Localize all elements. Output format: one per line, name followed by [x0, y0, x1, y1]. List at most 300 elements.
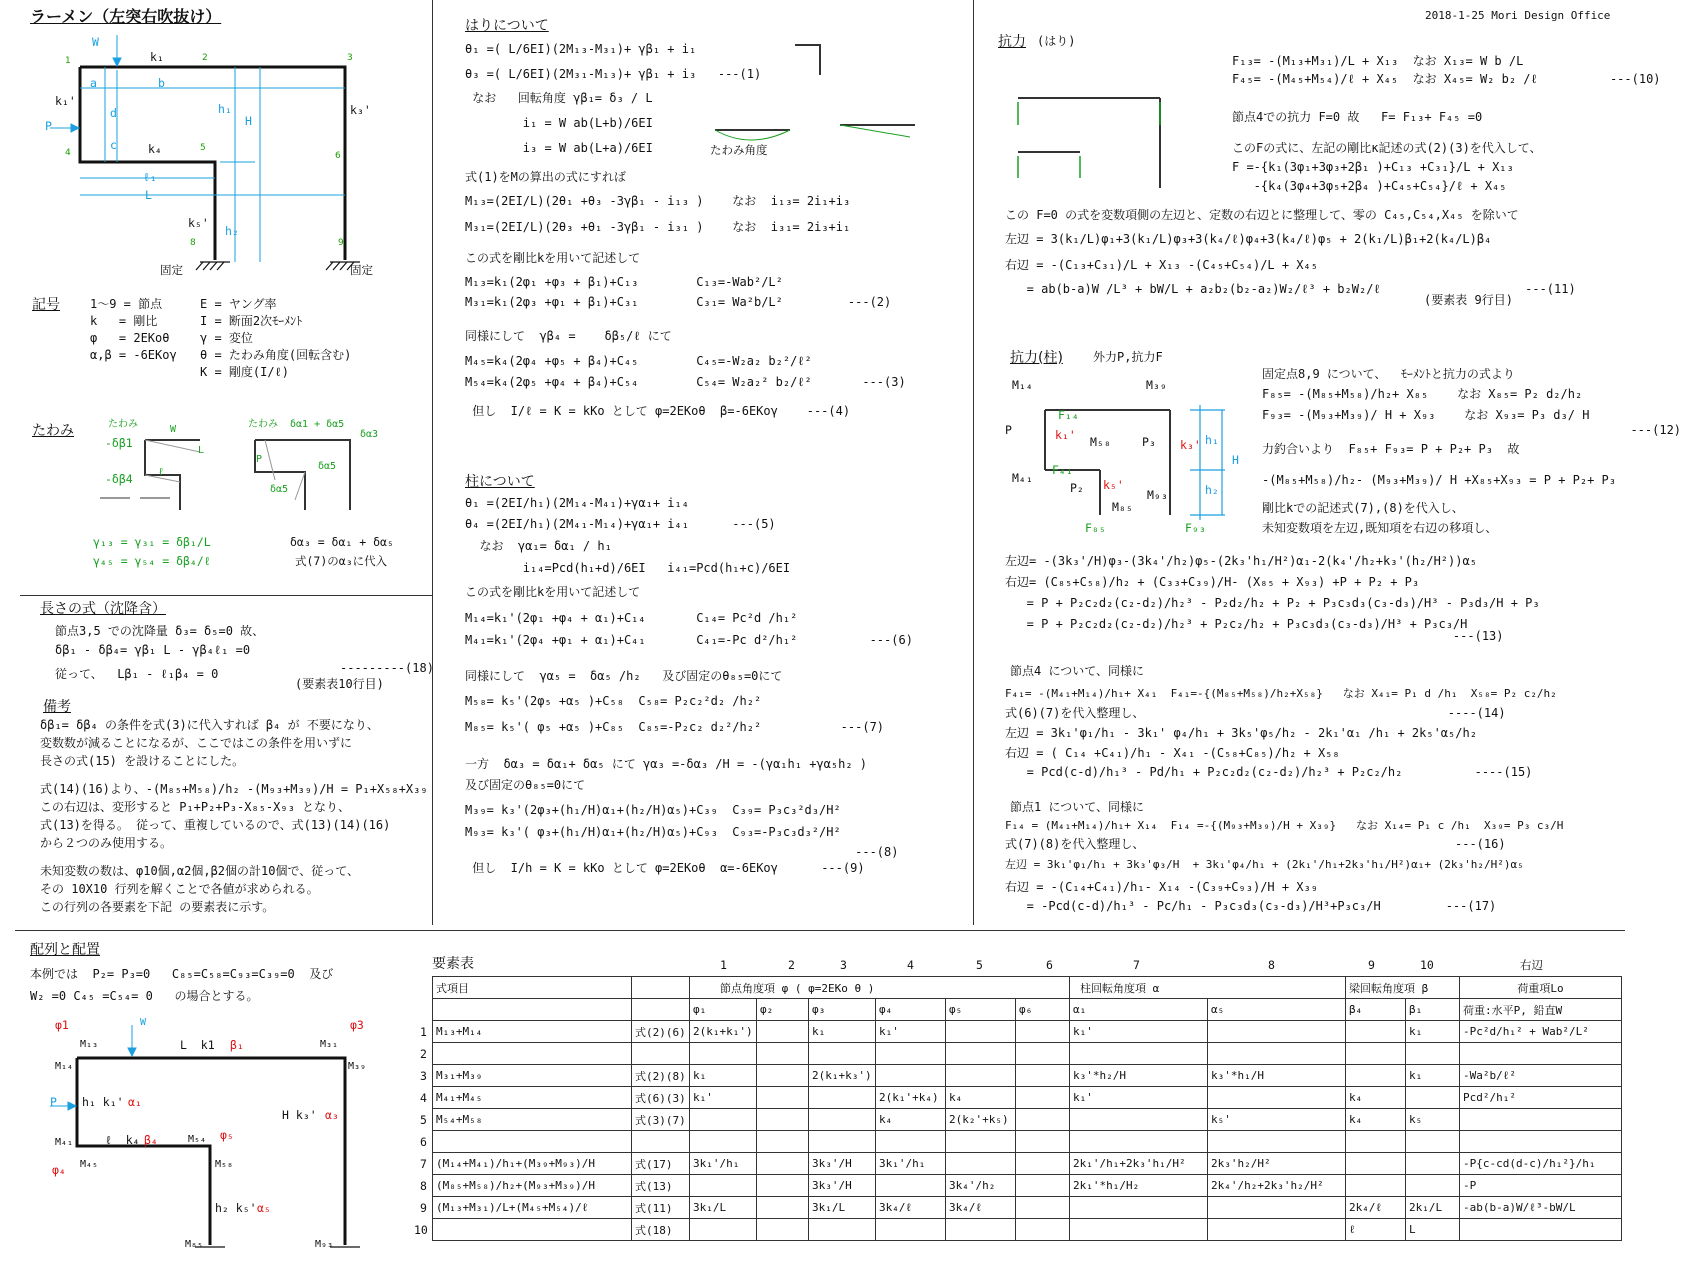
column-line: この式を剛比kを用いて記述して: [465, 585, 641, 599]
table-cell: [1016, 1065, 1070, 1087]
column-line: なお γα₁= δα₁ / h₁: [465, 539, 612, 553]
table-cell: 2(k₁+k₁'): [690, 1021, 757, 1043]
notes-line: から２つのみ使用する。: [40, 836, 173, 850]
frame-label-k4: k₄: [148, 142, 162, 156]
row-ref: [632, 1131, 690, 1153]
resist-col-line2: 右辺 = -(C₁₄+C₄₁)/h₁- X₁₄ -(C₃₉+C₉₃)/H + X₃₉: [1005, 880, 1318, 894]
table-cell: [757, 1175, 809, 1197]
deflection-eq2: γ₄₅ = γ₅₄ = δβ₄/ℓ: [93, 554, 211, 568]
table-cell: [1460, 1109, 1622, 1131]
table-cell: 3k₄/ℓ: [876, 1197, 946, 1219]
frame-node-label: 5: [200, 143, 206, 153]
col-number: 6: [1046, 958, 1053, 972]
frame-diagram: [20, 30, 440, 320]
legend-row: k = 剛比: [90, 314, 158, 328]
frame-lines-left: [80, 67, 215, 260]
beam-line: 但し I/ℓ = K = kKo として φ=2EKoθ β=-6EKoγ ---(4): [465, 404, 851, 418]
header-beta: 梁回転角度項 β: [1346, 977, 1460, 999]
defl-label: たわみ: [108, 419, 138, 430]
arr-a3: α₃: [325, 1108, 339, 1122]
arr-phi1: φ1: [55, 1018, 69, 1032]
resist-col-line: F₈₅= -(M₈₅+M₅₈)/h₂+ X₈₅ なお X₈₅= P₂ d₂/h₂: [1262, 387, 1583, 401]
row-item: M₁₃+M₁₄: [433, 1021, 632, 1043]
arr-M85: M₈₅: [185, 1239, 204, 1250]
table-cell: [1070, 1109, 1208, 1131]
resist-beam-line: -{k₄(3φ₄+3φ₅+2β₄ )+C₄₅+C₅₄}/ℓ + X₄₅: [1232, 179, 1507, 193]
length-line: ---------(18): [340, 661, 434, 675]
table-cell: k₁: [1406, 1065, 1460, 1087]
defl-label: P: [256, 454, 263, 465]
table-cell: -P: [1460, 1175, 1622, 1197]
column-line: i₁₄=Pcd(h₁+d)/6EI i₄₁=Pcd(h₁+c)/6EI: [465, 561, 791, 575]
defl-label: δα5: [318, 461, 337, 472]
beam-line: θ₃ =( L/6EI)(2M₃₁-M₁₃)+ γβ₁ + i₃ ---(1): [465, 67, 762, 81]
frame-title: ラーメン（左突右吹抜け）: [30, 7, 222, 26]
beam-diagram: [720, 25, 960, 145]
resist-col-line: 固定点8,9 について、 ﾓｰﾒﾝﾄと抗力の式より: [1262, 367, 1515, 381]
header-rhs: 荷重項Lo: [1460, 977, 1622, 999]
column-line: M₄₁=k₁'(2φ₄ +φ₁ + α₁)+C₄₁ C₄₁=-Pc d²/h₁² ---(6): [465, 633, 913, 647]
rc-M58: M₅₈: [1090, 435, 1111, 449]
legend-row: I = 断面2次ﾓｰﾒﾝﾄ: [200, 314, 303, 328]
table-cell: k₄: [876, 1109, 946, 1131]
table-cell: 3k₁/L: [809, 1197, 876, 1219]
frame-label-k1p: k₁': [55, 94, 76, 108]
notes-line: この右辺は、変形すると P₁+P₂+P₃-X₈₅-X₉₃ となり、: [40, 800, 351, 814]
resist-col-line2: = P + P₂c₂d₂(c₂-d₂)/h₂³ - P₂d₂/h₂ + P₂ + P₃c₃d₃(c₃-d₃)/H³ - P₃d₃/H + P₃: [1005, 596, 1540, 610]
table-cell: [1016, 1197, 1070, 1219]
resist-beam-line2: = ab(b-a)W /L³ + bW/L + a₂b₂(b₂-a₂)W₂/ℓ³ + b₂W₂/ℓ ---(11): [1005, 282, 1576, 296]
col-number: 10: [1420, 958, 1434, 972]
table-cell: L: [1406, 1219, 1460, 1241]
row-item: M₄₁+M₄₅: [433, 1087, 632, 1109]
beam-line: M₁₃=k₁(2φ₁ +φ₃ + β₁)+C₁₃ C₁₃=-Wab²/L²: [465, 275, 783, 289]
column-line: ---(8): [465, 845, 899, 859]
row-item: (M₁₃+M₃₁)/L+(M₄₅+M₅₄)/ℓ: [433, 1197, 632, 1219]
frame-node-label: 2: [202, 53, 208, 63]
col-number: 9: [1368, 958, 1375, 972]
resist-col-line2: 式(6)(7)を代入整理し、 ----(14): [1005, 706, 1506, 720]
row-number: 6: [420, 1135, 427, 1149]
notes-line: 未知変数の数は、φ10個,α2個,β2個の計10個で、従って、: [40, 864, 359, 878]
table-cell: [1406, 1175, 1460, 1197]
resist-col-line2: ---(13): [1005, 629, 1504, 643]
resist-col-line2: F₄₁= -(M₄₁+M₁₄)/h₁+ X₄₁ F₄₁=-{(M₈₅+M₅₈)/h₂+X₅₈} なお X₄₁= P₁ d /h₁ X₅₈= P₂ c₂/h₂: [1005, 687, 1557, 700]
table-cell: [1016, 1087, 1070, 1109]
table-cell: 2(k₂'+k₅): [946, 1109, 1016, 1131]
table-row: [433, 1131, 1622, 1153]
table-cell: [1346, 1153, 1406, 1175]
resist-col-line: 剛比kでの記述式(7),(8)を代入し、: [1262, 501, 1464, 515]
subheader: φ₆: [1016, 999, 1070, 1021]
resist-col-line2: = -Pcd(c-d)/h₁³ - Pc/h₁ - P₃c₃d₃(c₃-d₃)/H³+P₃c₃/H ---(17): [1005, 899, 1497, 913]
resist-beam-subtitle: (はり): [1037, 34, 1076, 48]
table-cell: [1016, 1153, 1070, 1175]
table-title: 要素表: [432, 956, 474, 972]
frame-label-h2: h₂: [225, 224, 239, 238]
table-cell: [1346, 1021, 1406, 1043]
frame-node-label: 1: [65, 56, 71, 66]
defl-label: ℓ: [158, 467, 165, 478]
arr-b1: β₁: [230, 1038, 244, 1052]
table-header-row: [433, 977, 1622, 999]
subheader: 荷重:水平P, 鉛直W: [1460, 999, 1622, 1021]
defl-label: -δβ1: [105, 436, 133, 450]
beam-line: M₃₁=k₁(2φ₃ +φ₁ + β₁)+C₃₁ C₃₁= Wa²b/L² ---(2): [465, 295, 892, 309]
table-cell: 2(k₁'+k₄): [876, 1087, 946, 1109]
notes-line: 変数数が減ることになるが、ここではこの条件を用いずに: [40, 736, 353, 750]
arr-phi5: φ₅: [220, 1128, 234, 1142]
arr-W: W: [140, 1017, 147, 1028]
divider-h2: [15, 930, 1625, 931]
arr-M14: M₁₄: [55, 1061, 74, 1072]
row-number: 7: [420, 1157, 427, 1171]
table-cell: [757, 1109, 809, 1131]
rc-M85: M₈₅: [1112, 500, 1133, 514]
frame-label-W: W: [92, 35, 99, 49]
element-table: [432, 976, 1622, 1241]
column-line: M₁₄=k₁'(2φ₁ +φ₄ + α₁)+C₁₄ C₁₄= Pc²d /h₁²: [465, 611, 798, 625]
column-line: θ₁ =(2EI/h₁)(2M₁₄-M₄₁)+γα₁+ i₁₄: [465, 496, 689, 510]
resist-beam-line: F =-{k₁(3φ₁+3φ₃+2β₁ )+C₁₃ +C₃₁}/L + X₁₃: [1232, 160, 1514, 174]
table-cell: k₅: [1406, 1109, 1460, 1131]
table-cell: [876, 1175, 946, 1197]
frame-label-l1: ℓ₁: [143, 170, 157, 184]
defl-label: W: [170, 424, 177, 435]
header-alpha: 柱回転角度項 α: [1070, 977, 1346, 999]
column-line: 同様にして γα₅ = δα₅ /h₂ 及び固定のθ₈₅=0にて: [465, 669, 783, 683]
length-line: (要素表10行目): [295, 677, 384, 691]
row-number: 2: [420, 1047, 427, 1061]
table-cell: 3k₁'/h₁: [690, 1153, 757, 1175]
beam-line: i₁ = W ab(L+b)/6EI: [465, 116, 653, 130]
table-cell: 2k₃'h₂/H²: [1208, 1153, 1346, 1175]
frame-label-k1: k₁: [150, 50, 164, 64]
table-cell: 2k₁'*h₁/H₂: [1070, 1175, 1208, 1197]
row-item: [433, 1131, 632, 1153]
deflection-eq4: 式(7)のα₃に代入: [295, 554, 388, 568]
resist-beam-title: 抗力: [998, 34, 1026, 50]
notes-line: δβ₁= δβ₄ の条件を式(3)に代入すれば β₄ が 不要になり、: [40, 718, 379, 732]
header-date: 2018-1-25 Mori Design Office: [1425, 9, 1611, 22]
resist-col-line2: = Pcd(c-d)/h₁³ - Pd/h₁ + P₂c₂d₂(c₂-d₂)/h₂³ + P₂c₂/h₂ ----(15): [1005, 765, 1533, 779]
row-number: 3: [420, 1069, 427, 1083]
table-cell: -P{c-cd(d-c)/h₁²}/h₁: [1460, 1153, 1622, 1175]
col-number: 7: [1133, 958, 1140, 972]
resist-beam-line2: (要素表 9行目): [1005, 293, 1513, 307]
row-ref: 式(6)(3): [632, 1087, 690, 1109]
rc-P3: P₃: [1142, 435, 1156, 449]
col-number: 5: [976, 958, 983, 972]
table-cell: [690, 1109, 757, 1131]
table-cell: [757, 1153, 809, 1175]
frame-node-label: 3: [347, 53, 353, 63]
table-subheader-row: [433, 999, 1622, 1021]
resist-col-line: 未知変数項を左辺,既知項を右辺の移項し、: [1262, 521, 1498, 535]
beam-line: 式(1)をMの算出の式にすれば: [465, 170, 626, 184]
frame-label-fixed-right: 固定: [350, 263, 373, 277]
notes-line: この行列の各要素を下記 の要素表に示す。: [40, 900, 275, 914]
row-number: 9: [420, 1201, 427, 1215]
column-line: 但し I/h = K = kKo として φ=2EKoθ α=-6EKoγ ---(9): [465, 861, 865, 875]
resist-beam-line: F₁₃= -(M₁₃+M₃₁)/L + X₁₃ なお X₁₃= W b /L: [1232, 54, 1524, 68]
resist-col-title: 抗力(柱): [1010, 350, 1063, 366]
legend-row: φ = 2EKoθ: [90, 331, 170, 345]
rc-h2: h₂: [1205, 483, 1219, 497]
table-cell: 3k₄'/h₂: [946, 1175, 1016, 1197]
row-item: (M₁₄+M₄₁)/h₁+(M₃₉+M₉₃)/H: [433, 1153, 632, 1175]
table-row: [433, 1065, 1622, 1087]
legend-row: E = ヤング率: [200, 297, 277, 311]
resist-beam-line2: 左辺 = 3(k₁/L)φ₁+3(k₁/L)φ₃+3(k₄/ℓ)φ₄+3(k₄/ℓ)φ₅ + 2(k₁/L)β₁+2(k₄/L)β₄: [1005, 232, 1492, 246]
arr-M41: M₄₁: [55, 1137, 74, 1148]
arr-M13: M₁₃: [80, 1039, 99, 1050]
row-ref: 式(13): [632, 1175, 690, 1197]
frame-label-a: a: [90, 76, 97, 90]
table-cell: k₁': [1070, 1087, 1208, 1109]
rc-M39: M₃₉: [1146, 378, 1167, 392]
table-cell: [946, 1021, 1016, 1043]
arr-M45: M₄₅: [80, 1159, 99, 1170]
arr-a1: α₁: [128, 1095, 142, 1109]
rc-k1: k₁': [1055, 428, 1076, 442]
table-row: [433, 1219, 1622, 1241]
frame-label-P: P: [45, 119, 52, 133]
frame-label-k3p: k₃': [350, 103, 371, 117]
table-cell: [1346, 1175, 1406, 1197]
resist-col-line2: 式(7)(8)を代入整理し、 ---(16): [1005, 837, 1506, 851]
frame-node-label: 4: [65, 148, 71, 158]
table-cell: [1346, 1065, 1406, 1087]
table-cell: -ab(b-a)W/ℓ³-bW/L: [1460, 1197, 1622, 1219]
table-cell: 2k₄'/h₂+2k₃'h₂/H²: [1208, 1175, 1346, 1197]
table-cell: k₁: [809, 1021, 876, 1043]
frame-label-k5p: k₅': [188, 216, 209, 230]
rc-h1: h₁: [1205, 433, 1219, 447]
notes-line: その 10X10 行列を解くことで各値が求められる。: [40, 882, 319, 896]
table-cell: 2(k₁+k₃'): [809, 1065, 876, 1087]
rc-F85: F₈₅: [1085, 521, 1106, 535]
row-item: M₃₁+M₃₉: [433, 1065, 632, 1087]
table-cell: [946, 1153, 1016, 1175]
subheader: φ₅: [946, 999, 1016, 1021]
arr-h2: h₂ k₅': [215, 1201, 257, 1215]
arr-M39: M₃₉: [348, 1061, 367, 1072]
resist-col-line: 力釣合いより F₈₅+ F₉₃= P + P₂+ P₃ 故: [1262, 442, 1520, 456]
subheader: α₁: [1070, 999, 1208, 1021]
divider-right: [973, 0, 974, 925]
deflection-eq1: γ₁₃ = γ₃₁ = δβ₁/L: [93, 535, 211, 549]
table-cell: 3k₁'/h₁: [876, 1153, 946, 1175]
table-row: [433, 1109, 1622, 1131]
length-line: 従って、 Lβ₁ - ℓ₁β₄ = 0: [55, 667, 219, 681]
table-cell: k₄: [946, 1087, 1016, 1109]
notes-line: 式(14)(16)より、-(M₈₅+M₅₈)/h₂ -(M₉₃+M₃₉)/H = P₁+X₅₈+X₃₉: [40, 782, 428, 796]
table-cell: k₁': [690, 1087, 757, 1109]
deflection-title: たわみ: [32, 423, 74, 439]
row-number: 5: [420, 1113, 427, 1127]
resist-col-line2: 節点4 について、同様に: [1010, 664, 1144, 678]
legend-row: γ = 変位: [200, 331, 253, 345]
col-number: 2: [788, 958, 795, 972]
table-cell: 3k₃'/H: [809, 1153, 876, 1175]
table-cell: [1208, 1197, 1346, 1219]
table-cell: [1016, 1021, 1070, 1043]
table-cell: 2k₁'/h₁+2k₃'h₁/H²: [1070, 1153, 1208, 1175]
column-line: 一方 δα₃ = δα₁+ δα₅ にて γα₃ =-δα₃ /H = -(γα₁h₁ +γα₅h₂ ): [465, 757, 868, 771]
table-cell: 2k₄/ℓ: [1346, 1197, 1406, 1219]
table-cell: ℓ: [1346, 1219, 1406, 1241]
resist-col-line2: 節点1 について、同様に: [1010, 800, 1144, 814]
notes-title: 備考: [43, 699, 71, 715]
table-cell: k₁': [876, 1021, 946, 1043]
resist-beam-line: 節点4での抗力 F=0 故 F= F₁₃+ F₄₅ =0: [1232, 110, 1483, 124]
frame-label-h1: h₁: [218, 102, 232, 116]
frame-label-H: H: [245, 114, 252, 128]
beam-line: 同様にして γβ₄ = δβ₅/ℓ にて: [465, 329, 672, 343]
rc-F14: F₁₄: [1058, 408, 1079, 422]
table-cell: [1208, 1021, 1346, 1043]
resist-beam-diagram: [990, 60, 1210, 190]
column-title: 柱について: [465, 474, 535, 490]
row-number: 10: [414, 1223, 428, 1237]
table-cell: [1406, 1087, 1460, 1109]
subheader: φ₃: [809, 999, 876, 1021]
legend-row: 1～9 = 節点: [90, 297, 163, 311]
rc-k3: k₃': [1180, 438, 1201, 452]
arr-M31: M₃₁: [320, 1039, 339, 1050]
resist-col-line: F₉₃= -(M₉₃+M₃₉)/ H + X₉₃ なお X₉₃= P₃ d₃/ H: [1262, 408, 1590, 422]
arr-phi3: φ3: [350, 1018, 364, 1032]
row-ref: [632, 1043, 690, 1065]
row-ref: 式(18): [632, 1219, 690, 1241]
subheader: β₄: [1346, 999, 1406, 1021]
row-ref: 式(3)(7): [632, 1109, 690, 1131]
arr-L: L k1: [180, 1038, 215, 1052]
arr-M93: M₉₃: [315, 1239, 334, 1250]
column-line: M₈₅= k₅'( φ₅ +α₅ )+C₈₅ C₈₅=-P₂c₂ d₂²/h₂² ---(7): [465, 720, 885, 734]
frame-label-d: d: [110, 106, 117, 120]
table-cell: k₃'*h₁/H: [1208, 1065, 1346, 1087]
defl-label: -δβ4: [105, 472, 133, 486]
frame-label-c: c: [110, 138, 117, 152]
column-line: M₉₃= k₃'( φ₃+(h₁/H)α₁+(h₂/H)α₅)+C₉₃ C₉₃=-P₃c₃d₃²/H²: [465, 825, 841, 839]
row-number: 4: [420, 1091, 427, 1105]
table-cell: 2k₁/L: [1406, 1197, 1460, 1219]
divider-h1: [20, 595, 432, 596]
arr-lk4: ℓ k₄: [105, 1133, 140, 1147]
frame-label-b: b: [158, 76, 165, 90]
deflection-eq3: δα₃ = δα₁ + δα₅: [290, 535, 394, 549]
table-row: [433, 1175, 1622, 1197]
defl-label: δα1 + δα5: [290, 419, 345, 430]
beam-line: M₁₃=(2EI/L)(2θ₁ +θ₃ -3γβ₁ - i₁₃ ) なお i₁₃= 2i₁+i₃: [465, 194, 851, 208]
resist-col-subtitle: 外力P,抗力F: [1093, 350, 1163, 364]
resist-beam-line: F₄₅= -(M₄₅+M₅₄)/ℓ + X₄₅ なお X₄₅= W₂ b₂ /ℓ ---(10): [1232, 72, 1661, 86]
legend-row: α,β = -6EKoγ: [90, 348, 177, 362]
beam-line: M₄₅=k₄(2φ₄ +φ₅ + β₄)+C₄₅ C₄₅=-W₂a₂ b₂²/ℓ²: [465, 354, 812, 368]
resist-col-line2: F₁₄ = (M₄₁+M₁₄)/h₁+ X₁₄ F₁₄ =-{(M₉₃+M₃₉)/H + X₃₉} なお X₁₄= P₁ c /h₁ X₃₉= P₃ c₃/H: [1005, 819, 1564, 832]
rc-F41: F₄₁: [1052, 463, 1073, 477]
defl-label: δα3: [360, 429, 379, 440]
row-number: 1: [420, 1025, 427, 1039]
frame-node-label: 8: [190, 238, 196, 248]
table-cell: 3k₁/L: [690, 1197, 757, 1219]
arr-b4: β₄: [144, 1133, 158, 1147]
col-number: 8: [1268, 958, 1275, 972]
rc-P2: P₂: [1070, 481, 1084, 495]
table-cell: [1406, 1153, 1460, 1175]
beam-line: なお 回転角度 γβ₁= δ₃ / L: [465, 91, 653, 105]
resist-col-line2: = P + P₂c₂d₂(c₂-d₂)/h₂³ + P₂c₂/h₂ + P₃c₃d₃(c₃-d₃)/H³ + P₃c₃/H: [1005, 617, 1468, 631]
defl-label: たわみ: [248, 419, 278, 430]
rc-H: H: [1232, 453, 1239, 467]
rc-F93: F₉₃: [1185, 521, 1206, 535]
resist-col-line: -(M₈₅+M₅₈)/h₂- (M₉₃+M₃₉)/ H +X₈₅+X₉₃ = P + P₂+ P₃: [1262, 473, 1617, 487]
beam-line: θ₁ =( L/6EI)(2M₁₃-M₃₁)+ γβ₁ + i₁: [465, 42, 697, 56]
col-number: 3: [840, 958, 847, 972]
arr-Hk3: H k₃': [282, 1108, 317, 1122]
arr-a5: α₅: [257, 1201, 271, 1215]
arr-P: P: [50, 1095, 57, 1109]
table-cell: [690, 1175, 757, 1197]
table-cell: k₄: [1346, 1109, 1406, 1131]
table-cell: [809, 1087, 876, 1109]
notes-line: 式(13)を得る。 従って、重複しているので、式(13)(14)(16): [40, 818, 391, 832]
table-cell: 3k₃'/H: [809, 1175, 876, 1197]
rc-M93: M₉₃: [1147, 488, 1168, 502]
col-number: 4: [907, 958, 914, 972]
arrangement-line: 本例では P₂= P₃=0 C₈₅=C₅₈=C₉₃=C₃₉=0 及び: [30, 967, 334, 981]
frame-label-fixed-left: 固定: [160, 263, 183, 277]
row-item: (M₈₅+M₅₈)/h₂+(M₉₃+M₃₉)/H: [433, 1175, 632, 1197]
rc-P: P: [1005, 423, 1012, 437]
length-line: δβ₁ - δβ₄= γβ₁ L - γβ₄ℓ₁ =0: [55, 643, 251, 657]
deflection-diagram: [100, 420, 400, 520]
table-row: [433, 1021, 1622, 1043]
table-cell: k₁': [1070, 1021, 1208, 1043]
table-cell: -Pc²d/h₁² + Wab²/L²: [1460, 1021, 1622, 1043]
row-ref: 式(2)(6): [632, 1021, 690, 1043]
defl-label: δα5: [270, 484, 289, 495]
column-line: 及び固定のθ₈₅=0にて: [465, 778, 586, 792]
resist-col-line: ---(12): [1262, 423, 1681, 437]
rc-k5: k₅': [1103, 478, 1124, 492]
arrangement-line: W₂ =0 C₄₅ =C₅₄= 0 の場合とする。: [30, 989, 259, 1003]
resist-col-line2: 右辺 = ( C₁₄ +C₄₁)/h₁ - X₄₁ -(C₅₈+C₈₅)/h₂ + X₅₈: [1005, 746, 1340, 760]
row-item: [433, 1043, 632, 1065]
frame-node-label: 9: [338, 238, 344, 248]
table-cell: [757, 1087, 809, 1109]
resist-beam-line: このFの式に、左記の剛比κ記述の式(2)(3)を代入して、: [1232, 141, 1542, 155]
table-cell: k₁: [690, 1065, 757, 1087]
arr-phi4: φ₄: [52, 1163, 66, 1177]
notes-line: 長さの式(15) を設けることにした。: [40, 754, 245, 768]
row-ref: 式(2)(8): [632, 1065, 690, 1087]
table-cell: k₄: [1346, 1087, 1406, 1109]
row-ref: 式(11): [632, 1197, 690, 1219]
beam-line: この式を剛比kを用いて記述して: [465, 251, 641, 265]
beam-line: M₅₄=k₄(2φ₅ +φ₄ + β₄)+C₅₄ C₅₄= W₂a₂² b₂/ℓ² ---(3): [465, 375, 906, 389]
column-line: M₅₈= k₅'(2φ₅ +α₅ )+C₅₈ C₅₈= P₂c₂²d₂ /h₂²: [465, 694, 762, 708]
length-line: 節点3,5 での沈降量 δ₃= δ₅=0 故、: [55, 624, 265, 638]
table-row: [433, 1043, 1622, 1065]
table-cell: [1016, 1109, 1070, 1131]
arrangement-title: 配列と配置: [30, 942, 100, 958]
legend-row: K = 剛度(I/ℓ): [200, 365, 289, 379]
column-line: θ₄ =(2EI/h₁)(2M₄₁-M₁₄)+γα₁+ i₄₁ ---(5): [465, 517, 776, 531]
subheader: α₅: [1208, 999, 1346, 1021]
